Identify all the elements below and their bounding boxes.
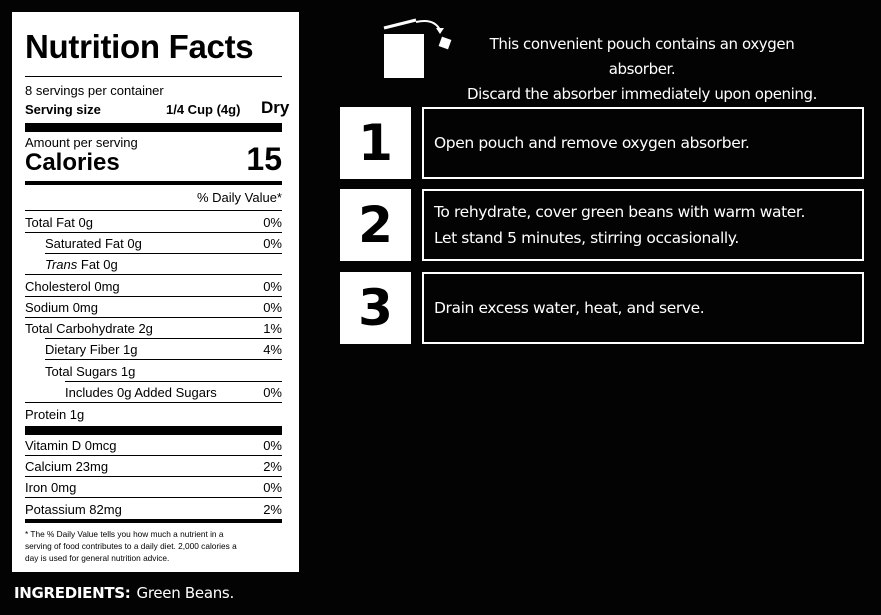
row-total-fat: Total Fat 0g	[25, 215, 93, 230]
divider	[25, 402, 282, 403]
divider-medium	[25, 181, 282, 185]
step-2-line-1: To rehydrate, cover green beans with warm water.	[434, 203, 805, 221]
row-calcium: Calcium 23mg	[25, 459, 109, 474]
divider	[25, 210, 282, 211]
ingredients-value: Green Beans.	[136, 584, 234, 602]
row-saturated-fat: Saturated Fat 0g	[45, 236, 142, 251]
step-1-number: 1	[340, 107, 411, 179]
footnote-line: day is used for general nutrition advice.	[25, 553, 170, 563]
divider	[25, 497, 282, 498]
row-iron: Iron 0mg	[25, 480, 77, 495]
row-cholesterol: Cholesterol 0mg	[25, 279, 120, 294]
footnote-line: * The % Daily Value tells you how much a nutrient in a	[25, 529, 224, 539]
row-iron-dv: 0%	[263, 480, 282, 495]
divider	[25, 455, 282, 456]
row-dietary-fiber: Dietary Fiber 1g	[45, 342, 138, 357]
divider	[25, 76, 282, 77]
step-2-instructions	[422, 189, 864, 261]
serving-size-suffix: Dry	[261, 98, 290, 117]
row-total-sugars: Total Sugars 1g	[45, 364, 136, 379]
step-3-line: Drain excess water, heat, and serve.	[434, 299, 705, 317]
row-saturated-fat-dv: 0%	[263, 236, 282, 251]
row-added-sugars-dv: 0%	[263, 385, 282, 400]
amount-per-serving: Amount per serving	[25, 135, 138, 150]
step-3-instructions	[422, 272, 864, 344]
serving-size-label: Serving size	[25, 102, 101, 117]
calories-value: 15	[246, 141, 282, 177]
divider	[65, 381, 282, 382]
divider	[25, 274, 282, 275]
row-trans-fat	[45, 257, 118, 272]
oxygen-absorber-notice	[462, 32, 822, 107]
row-vitamin-d-dv: 0%	[263, 438, 282, 453]
divider	[25, 317, 282, 318]
divider	[45, 338, 282, 339]
divider-medium	[25, 519, 282, 523]
nutrition-facts-title: Nutrition Facts	[25, 28, 254, 65]
row-dietary-fiber-dv: 4%	[263, 342, 282, 357]
ingredients	[14, 584, 234, 602]
row-sodium-dv: 0%	[263, 300, 282, 315]
daily-value-header: % Daily Value*	[196, 190, 282, 205]
divider	[25, 476, 282, 477]
notice-line-2: Discard the absorber immediately upon opening.	[466, 85, 817, 103]
row-cholesterol-dv: 0%	[263, 279, 282, 294]
row-potassium-dv: 2%	[263, 502, 282, 517]
step-2-line-2: Let stand 5 minutes, stirring occasionally.	[434, 229, 739, 247]
row-added-sugars: Includes 0g Added Sugars	[65, 385, 217, 400]
step-1-line: Open pouch and remove oxygen absorber.	[434, 134, 750, 152]
serving-size-value: 1/4 Cup (4g)	[166, 102, 241, 117]
row-total-fat-dv: 0%	[263, 215, 282, 230]
divider-heavy	[25, 426, 282, 435]
servings-per-container: 8 servings per container	[25, 83, 164, 98]
pouch-with-absorber-icon	[382, 18, 454, 80]
footnote-line: serving of food contributes to a daily diet. 2,000 calories a	[25, 541, 237, 551]
trans-fat-value: Fat 0g	[80, 257, 118, 272]
divider	[45, 253, 282, 254]
step-3-number: 3	[340, 272, 411, 344]
divider	[45, 359, 282, 360]
nutrition-facts-panel	[12, 12, 299, 572]
step-1-instructions	[422, 107, 864, 179]
row-vitamin-d: Vitamin D 0mcg	[25, 438, 117, 453]
row-calcium-dv: 2%	[263, 459, 282, 474]
row-sodium: Sodium 0mg	[25, 300, 98, 315]
step-2-number: 2	[340, 189, 411, 261]
row-potassium: Potassium 82mg	[25, 502, 122, 517]
divider-heavy	[25, 123, 282, 132]
row-total-carbohydrate-dv: 1%	[263, 321, 282, 336]
divider	[25, 232, 282, 233]
ingredients-label: INGREDIENTS:	[14, 584, 131, 602]
daily-value-footnote	[25, 528, 282, 564]
row-protein: Protein 1g	[25, 407, 85, 422]
calories-label: Calories	[25, 149, 120, 176]
trans-label: Trans	[45, 257, 78, 272]
divider	[25, 296, 282, 297]
notice-line-1: This convenient pouch contains an oxygen absorber.	[489, 35, 795, 78]
row-total-carbohydrate: Total Carbohydrate 2g	[25, 321, 153, 336]
